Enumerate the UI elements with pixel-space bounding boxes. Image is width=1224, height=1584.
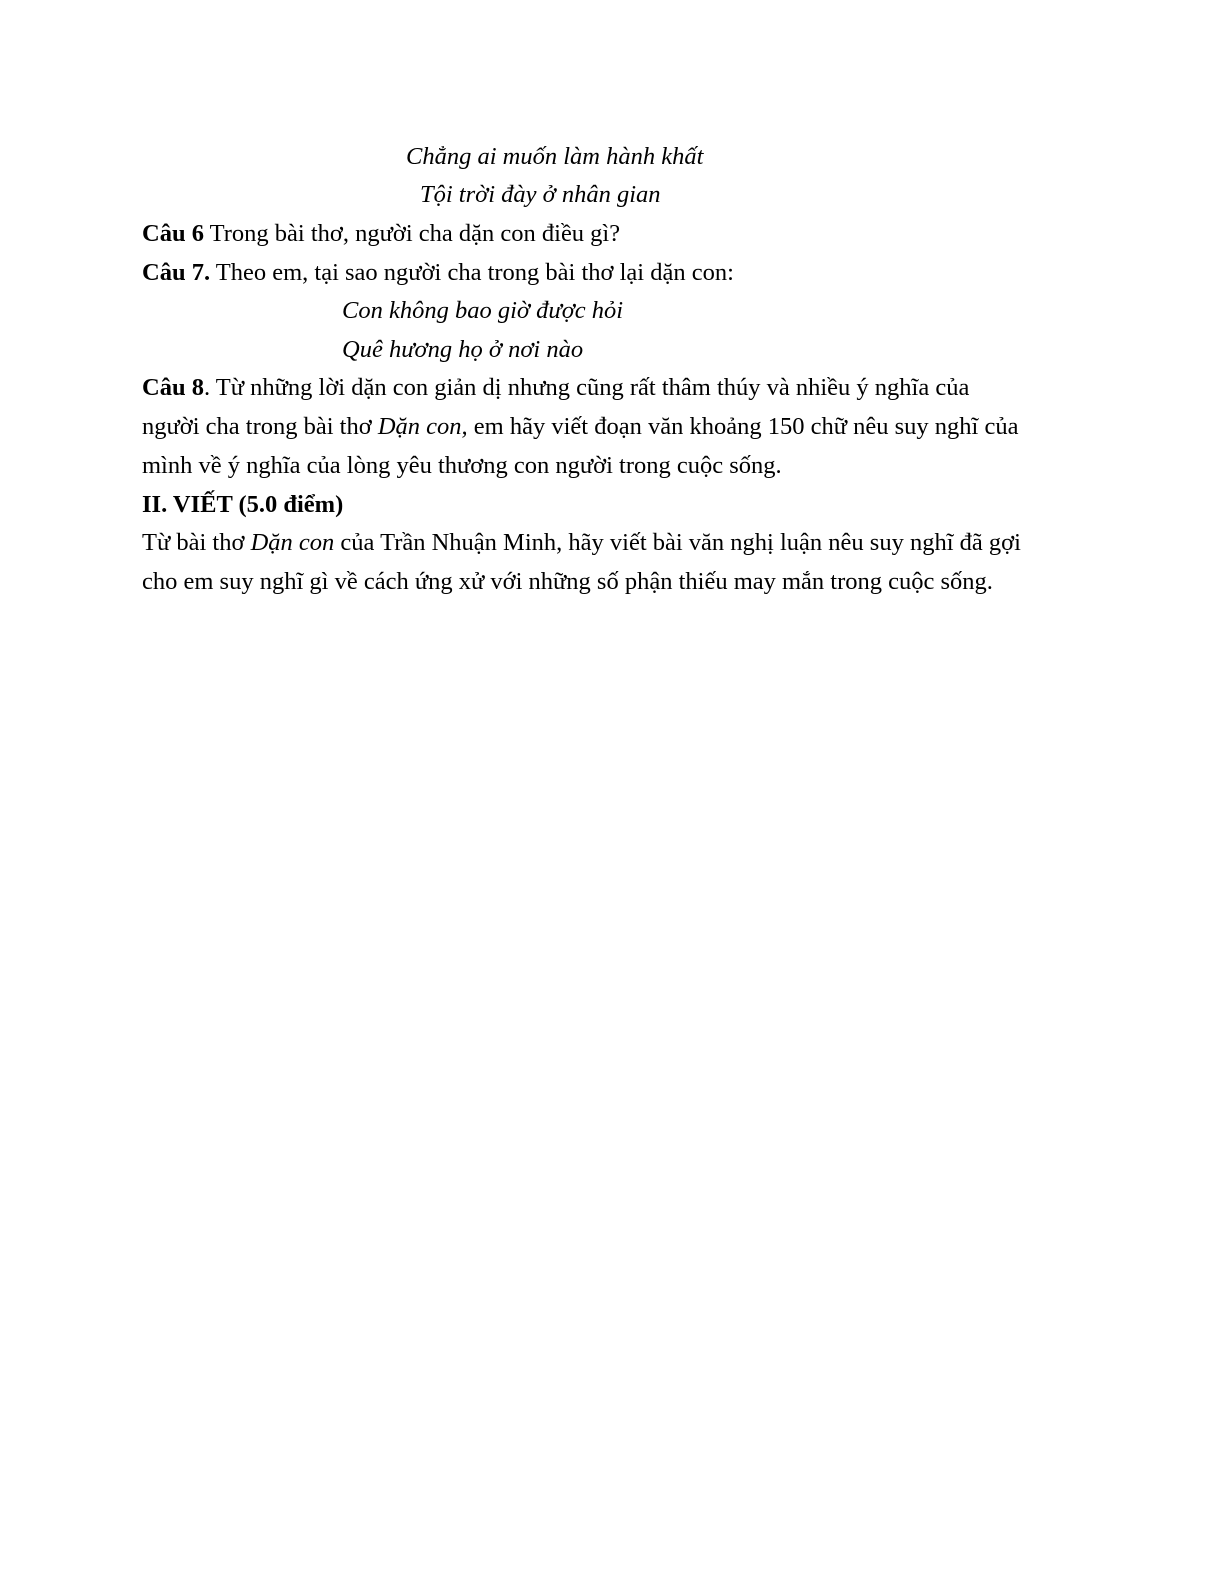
question-label: Câu 6 xyxy=(142,220,204,247)
paragraph-line xyxy=(142,408,1018,446)
question-8 xyxy=(142,369,969,407)
text-run: của Trần Nhuận Minh, hãy viết bài văn nghị luận nêu suy nghĩ đã gợi xyxy=(334,529,1021,556)
section-heading: II. VIẾT (5.0 điểm) xyxy=(142,491,344,518)
text-run: Từ bài thơ xyxy=(142,529,251,556)
poem-title: Dặn con xyxy=(250,529,335,556)
paragraph-line xyxy=(142,524,1021,562)
question-6 xyxy=(142,215,620,253)
paragraph-line: cho em suy nghĩ gì về cách ứng xử với những số phận thiếu may mắn trong cuộc sống. xyxy=(142,568,993,595)
poem-line: Tội trời đày ở nhân gian xyxy=(420,181,661,208)
question-text: . Từ những lời dặn con giản dị nhưng cũng rất thâm thúy và nhiều ý nghĩa của xyxy=(203,374,970,401)
quote-line: Quê hương họ ở nơi nào xyxy=(342,336,584,363)
text-run: người cha trong bài thơ xyxy=(142,413,378,440)
question-7 xyxy=(142,254,734,292)
question-label: Câu 8 xyxy=(142,374,204,401)
paragraph-line: mình về ý nghĩa của lòng yêu thương con người trong cuộc sống. xyxy=(142,452,782,479)
question-text: Trong bài thơ, người cha dặn con điều gì? xyxy=(203,220,621,247)
text-run: em hãy viết đoạn văn khoảng 150 chữ nêu suy nghĩ của xyxy=(467,413,1019,440)
quote-line: Con không bao giờ được hỏi xyxy=(342,297,624,324)
question-text: Theo em, tại sao người cha trong bài thơ lại dặn con: xyxy=(210,259,734,286)
poem-line: Chẳng ai muốn làm hành khất xyxy=(406,143,704,170)
poem-title: Dặn con, xyxy=(377,413,468,440)
question-label: Câu 7. xyxy=(142,259,211,286)
